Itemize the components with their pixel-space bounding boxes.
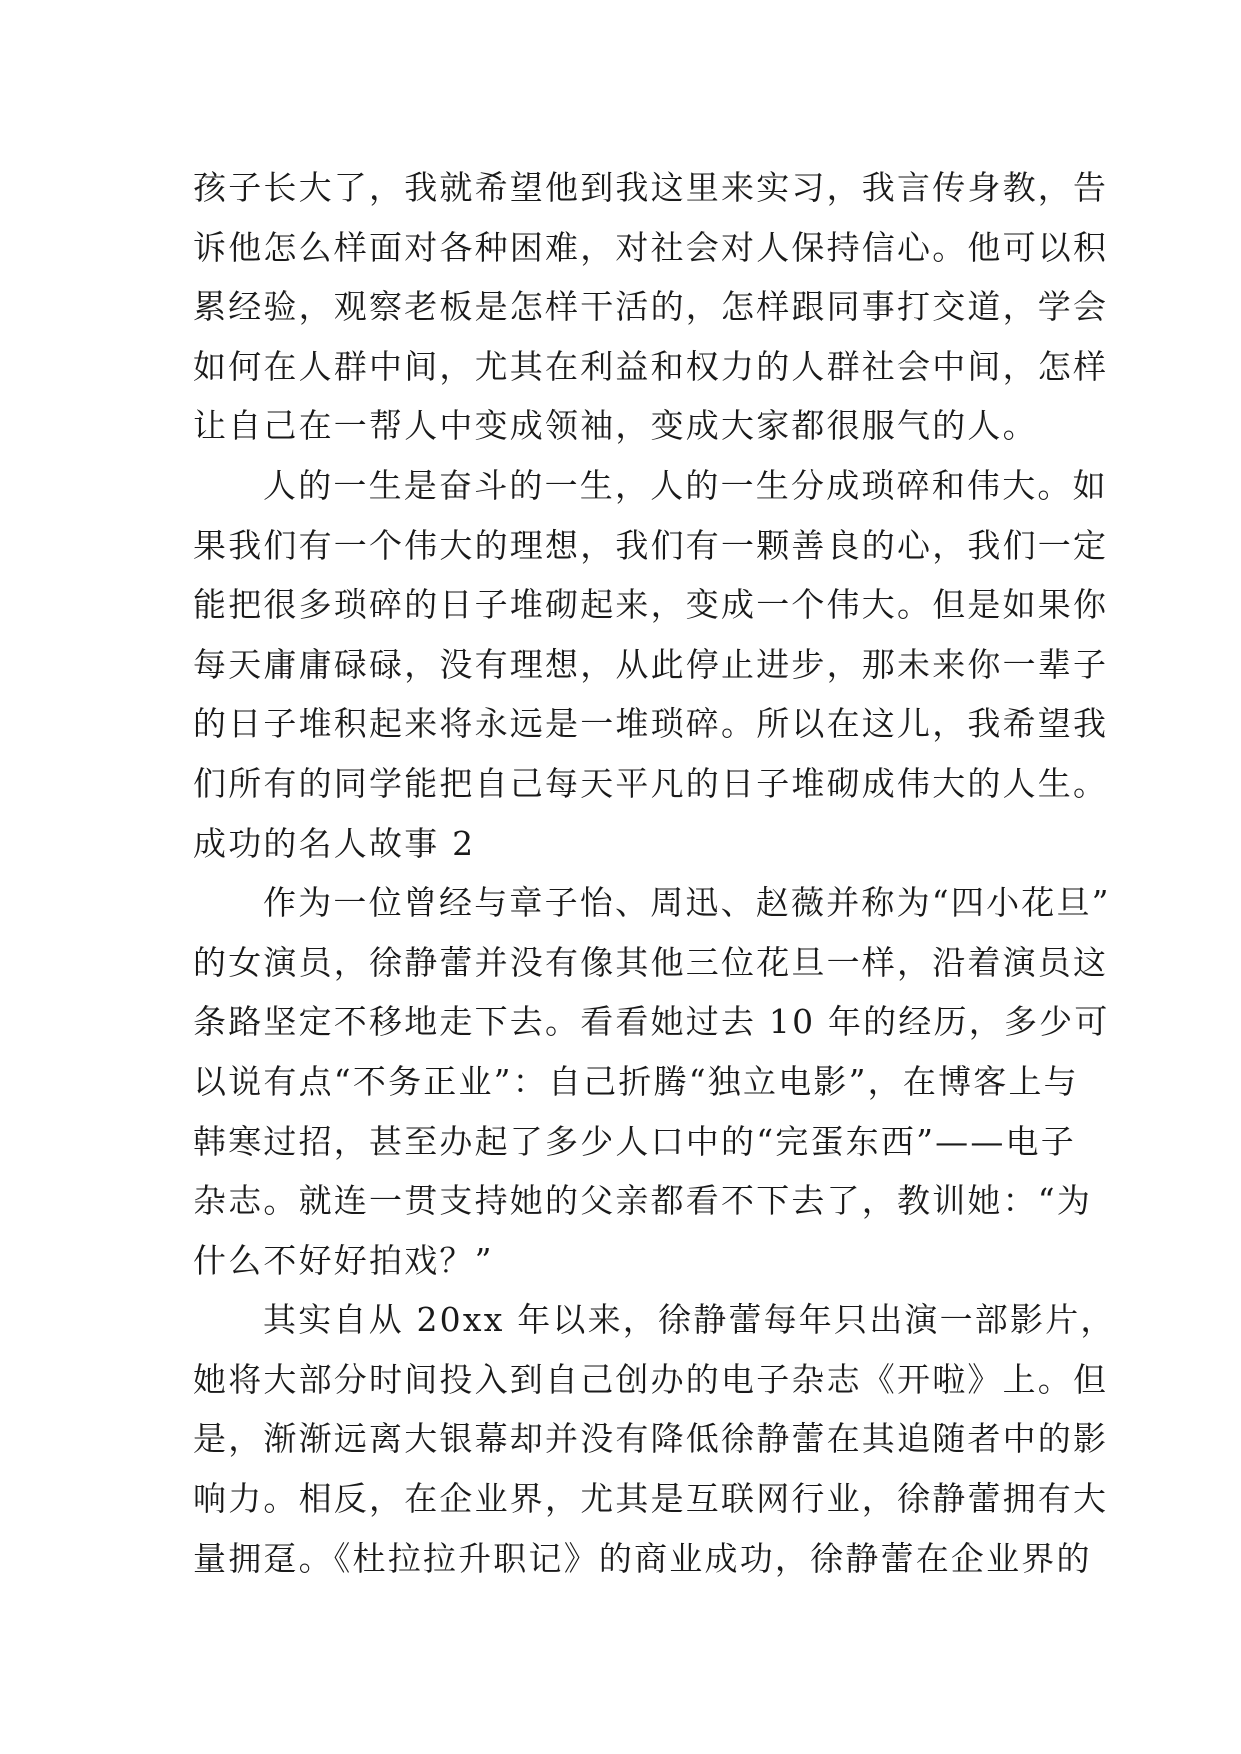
text-line: 是，渐渐远离大银幕却并没有降低徐静蕾在其追随者中的影 <box>193 1419 1109 1459</box>
document-body <box>193 158 1116 1588</box>
text-line: 每天庸庸碌碌，没有理想，从此停止进步，那未来你一辈子 <box>193 644 1109 684</box>
text-line: 她将大部分时间投入到自己创办的电子杂志《开啦》上。但 <box>193 1359 1109 1399</box>
text-line: 什么不好好拍戏？” <box>193 1240 494 1280</box>
text-line: 条路坚定不移地走下去。看看她过去 10 年的经历，多少可 <box>193 1002 1110 1042</box>
paragraph-first-line: 其实自从 20xx 年以来，徐静蕾每年只出演一部影片， <box>263 1300 1116 1340</box>
text-line: 孩子长大了，我就希望他到我这里来实习，我言传身教，告 <box>193 168 1109 207</box>
text-line: 果我们有一个伟大的理想，我们有一颗善良的心，我们一定 <box>193 525 1109 565</box>
text-line: 让自己在一帮人中变成领袖，变成大家都很服气的人。 <box>193 406 1038 446</box>
text-line: 以说有点“不务正业”：自己折腾“独立电影”，在博客上与 <box>193 1061 1079 1101</box>
paragraph-first-line: 作为一位曾经与章子怡、周迅、赵薇并称为“四小花旦” <box>263 883 1111 923</box>
paragraph-first-line: 人的一生是奋斗的一生，人的一生分成琐碎和伟大。如 <box>263 465 1108 505</box>
text-line: 杂志。就连一贯支持她的父亲都看不下去了，教训她：“为 <box>193 1181 1093 1221</box>
text-line: 们所有的同学能把自己每天平凡的日子堆砌成伟大的人生。 <box>193 763 1109 803</box>
text-line: 韩寒过招，甚至办起了多少人口中的“完蛋东西”——电子 <box>193 1121 1076 1161</box>
text-line: 量拥趸。《杜拉拉升职记》的商业成功，徐静蕾在企业界的 <box>193 1538 1092 1578</box>
section-heading: 成功的名人故事 2 <box>193 823 476 863</box>
text-line: 如何在人群中间，尤其在利益和权力的人群社会中间，怎样 <box>193 346 1109 386</box>
text-line: 能把很多琐碎的日子堆砌起来，变成一个伟大。但是如果你 <box>193 585 1109 625</box>
text-line: 的女演员，徐静蕾并没有像其他三位花旦一样，沿着演员这 <box>193 942 1109 982</box>
text-line: 的日子堆积起来将永远是一堆琐碎。所以在这儿，我希望我 <box>193 704 1109 744</box>
text-line: 累经验，观察老板是怎样干活的，怎样跟同事打交道，学会 <box>193 287 1109 327</box>
text-line: 响力。相反，在企业界，尤其是互联网行业，徐静蕾拥有大 <box>193 1479 1109 1519</box>
text-line: 诉他怎么样面对各种困难，对社会对人保持信心。他可以积 <box>193 227 1109 267</box>
